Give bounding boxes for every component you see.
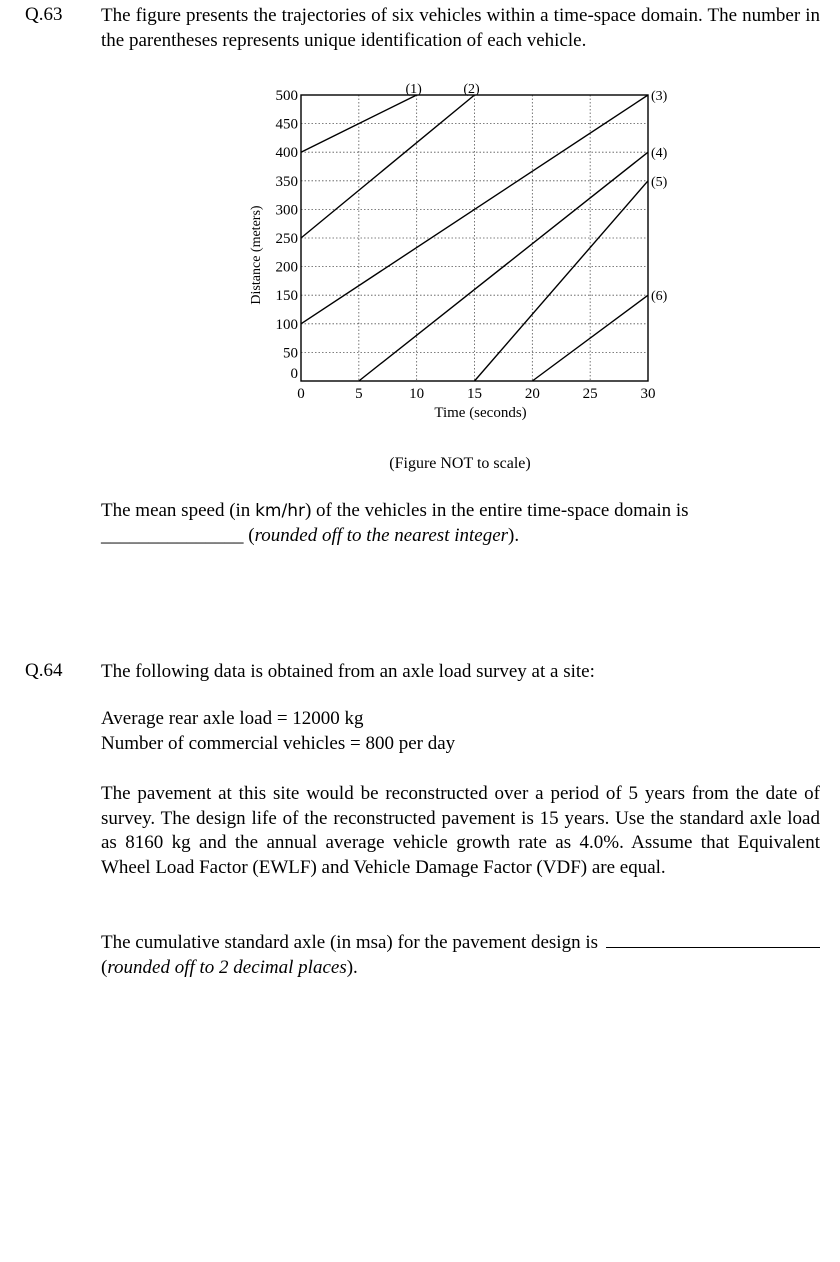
y-tick-label: 500	[275, 88, 298, 104]
question-64-data	[101, 707, 820, 756]
question-64-question: The cumulative standard axle (in msa) for the pavement design is	[101, 932, 599, 953]
x-tick-label: 15	[467, 386, 482, 402]
trajectory-label: (5)	[651, 174, 668, 190]
y-tick-label: 400	[275, 145, 298, 162]
figure-caption: (Figure NOT to scale)	[389, 455, 531, 472]
y-tick-label: 350	[275, 173, 298, 190]
data-line-axle-load: Average rear axle load = 12000 kg	[101, 708, 364, 729]
y-tick-label: 0	[290, 366, 298, 382]
trajectory-label: (6)	[651, 289, 668, 305]
trajectory-line	[475, 181, 649, 381]
x-tick-label: 5	[355, 386, 363, 402]
question-64-note: rounded off to 2 decimal places	[107, 956, 347, 978]
data-line-vehicle-count: Number of commercial vehicles = 800 per day	[101, 732, 456, 754]
question-64-text: The cumulative standard axle (in msa) for the pavement design is (rounded off to 2 decimal places).	[101, 931, 820, 980]
y-tick-label: 100	[275, 316, 298, 333]
question-64-body: The pavement at this site would be reconstructed over a period of 5 years from the date of survey. The design life of the reconstructed pavement is 15 years. Use the standard axle load as 8160 kg and the annual average vehicle growth rate as 4.0%. Assume that Equivalent Wheel Load Factor (EWLF) and Vehicle Damage Factor (VDF) are equal.	[101, 783, 820, 878]
y-tick-label: 300	[275, 202, 298, 219]
question-63-intro: The figure presents the trajectories of six vehicles within a time-space domain. The number in the parentheses represents unique identification of each vehicle.	[101, 5, 820, 51]
question-63-mid: ) of the vehicles in the entire time-space domain is	[304, 500, 689, 521]
question-number-64: Q.64	[25, 660, 63, 681]
y-tick-label: 450	[275, 116, 298, 133]
question-63-note: rounded off to the nearest integer	[254, 524, 509, 546]
x-tick-label: 0	[297, 386, 305, 402]
question-63-pre: The mean speed (in	[101, 500, 256, 521]
answer-blank-63: _______________	[101, 524, 244, 546]
x-tick-label: 20	[524, 386, 540, 402]
y-tick-label: 250	[275, 231, 298, 247]
x-tick-label: 25	[582, 386, 598, 402]
trajectory-label: (3)	[651, 89, 668, 104]
y-tick-label: 150	[275, 288, 298, 305]
y-tick-label: 50	[283, 345, 298, 362]
x-tick-label: 10	[409, 386, 425, 402]
y-tick-label: 200	[275, 259, 298, 276]
trajectory-line	[301, 95, 475, 238]
time-space-chart	[240, 72, 680, 432]
question-63-unit: km/hr	[255, 501, 305, 521]
answer-blank-64	[606, 931, 820, 948]
x-axis-label: Time (seconds)	[434, 405, 527, 421]
x-tick-label: 30	[640, 386, 656, 402]
y-axis-label: Distance (meters)	[249, 205, 264, 305]
trajectory-label: (1)	[405, 82, 422, 97]
trajectory-label: (4)	[651, 146, 668, 162]
question-63-text: The mean speed (in km/hr) of the vehicles in the entire time-space domain is _______________ (rounded off to the nearest integer).	[101, 500, 689, 546]
question-64-intro: The following data is obtained from an axle load survey at a site:	[101, 661, 595, 682]
question-number-63: Q.63	[25, 4, 63, 25]
trajectory-label: (2)	[463, 82, 480, 97]
